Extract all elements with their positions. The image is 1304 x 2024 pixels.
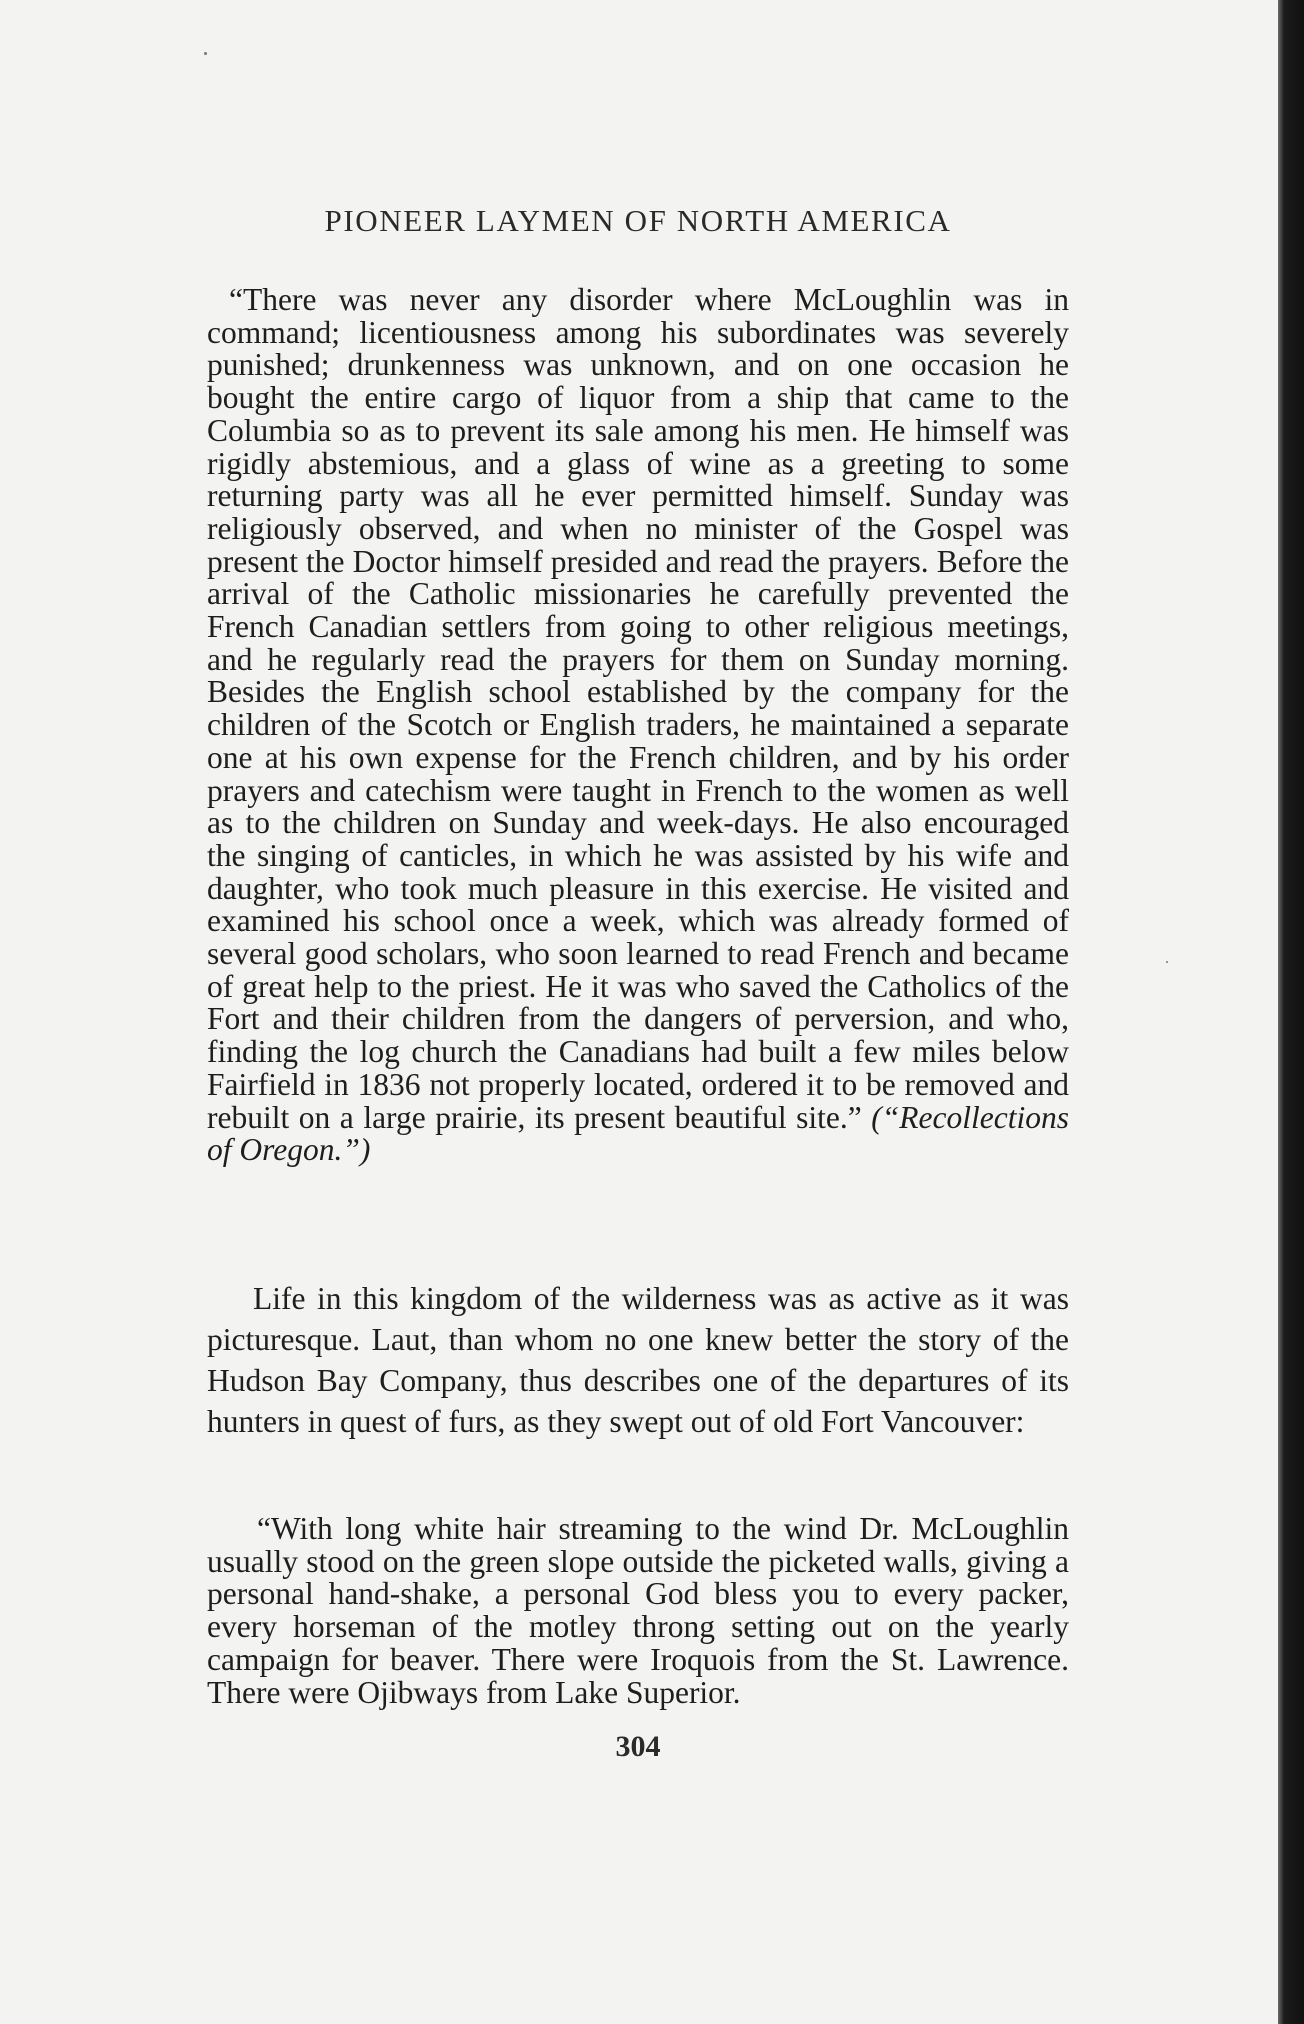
page-number: 304 — [615, 1730, 661, 1763]
book-gutter-edge — [1278, 0, 1304, 2024]
scan-speck — [1166, 961, 1168, 963]
quoted-paragraph-recollections — [207, 284, 1069, 1167]
quoted-paragraph-laut: “With long white hair streaming to the wind Dr. McLoughlin usually stood on the green slope outside the picketed walls, giving a personal hand-shake, a personal God bless you to every packer, every horseman of the motley throng setting out on the yearly campaign for beaver. There were Iroquois from the St. Lawrence. There were Ojibways from Lake Superior. — [207, 1511, 1069, 1710]
body-paragraph: Life in this kingdom of the wilderness was as active as it was picturesque. Laut, than whom no one knew better the story of the Hudson Bay Company, thus describes one of the departures of its hunters in quest of furs, as they swept out of old Fort Vancouver: — [207, 1281, 1069, 1439]
running-head: PIONEER LAYMEN OF NORTH AMERICA — [324, 203, 952, 238]
quote-citation: (“Recollections of Oregon.”) — [207, 1099, 1069, 1168]
quote-text: “There was never any disorder where McLoughlin was in command; licentiousness among his subordinates was severely punished; drunkenness was unknown, and on one occasion he bought the entire cargo of liquor from a ship that came to the Columbia so as to prevent its sale among his men. He himself was rigidly abstemious, and a glass of wine as a greeting to some returning party was all he ever permitted himself. Sunday was religiously observed, and when no minister of the Gospel was present the Doctor himself presided and read the prayers. Before the arrival of the Catholic missionaries he carefully prevented the French Canadian settlers from going to other religious meetings, and he regularly read the prayers for them on Sunday morning. Besides the English school established by the company for the children of the Scotch or English traders, he maintained a separate one at his own expense for the French children, and by his order prayers and catechism were taught in French to the women as well as to the children on Sunday and week-days. He also encouraged the singing of canticles, in which he was assisted by his wife and daughter, who took much pleasure in this exercise. He visited and examined his school once a week, which was already formed of several good scholars, who soon learned to read French and became of great help to the priest. He it was who saved the Catholics of the Fort and their children from the dangers of perversion, and who, finding the log church the Canadians had built a few miles below Fairfield in 1836 not properly located, ordered it to be removed and rebuilt on a large prairie, its present beautiful site.” — [207, 282, 1069, 1135]
scan-speck — [204, 52, 207, 55]
